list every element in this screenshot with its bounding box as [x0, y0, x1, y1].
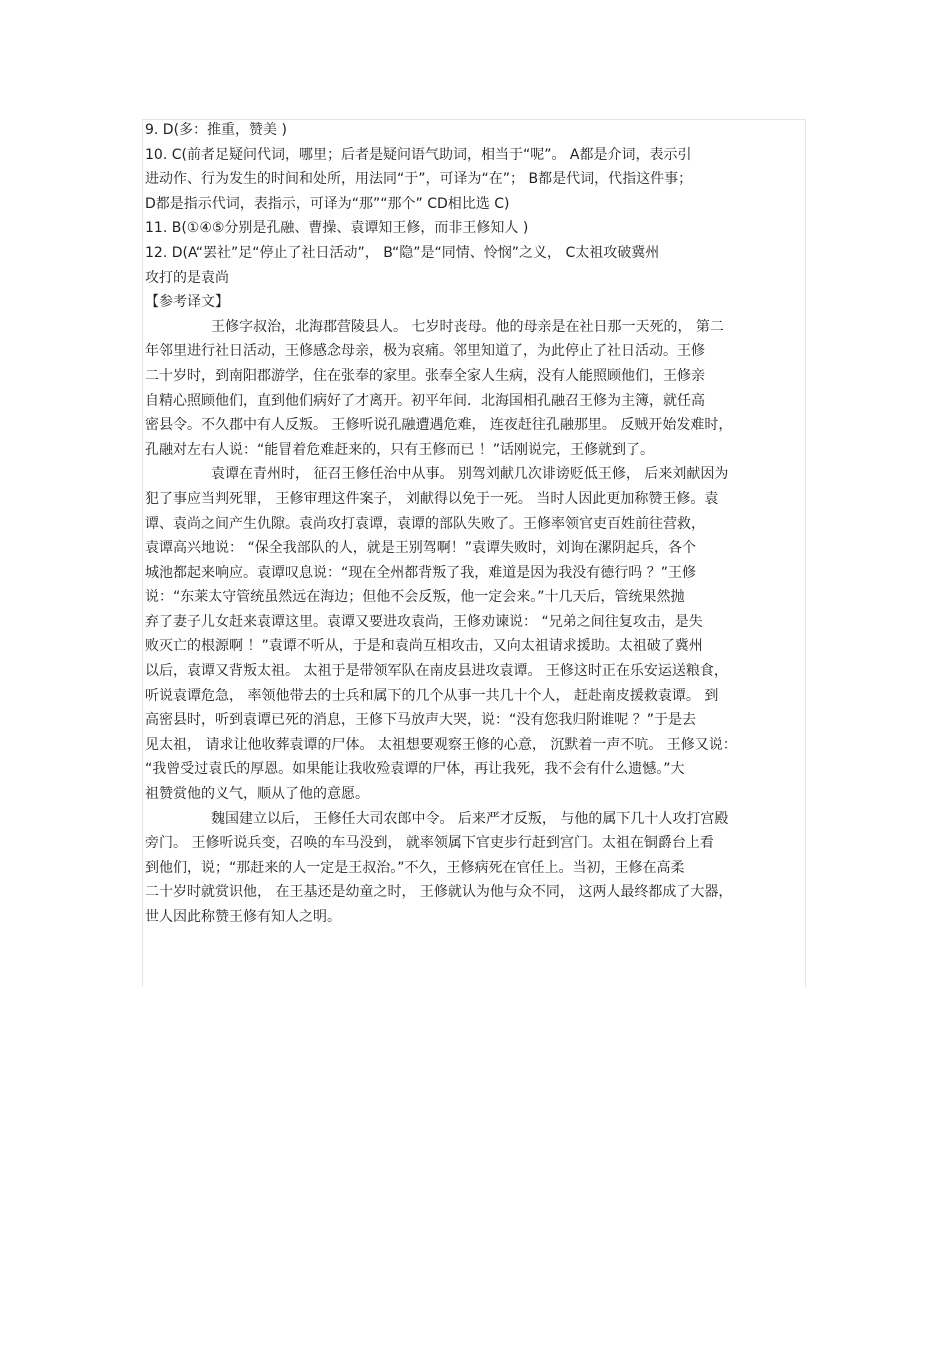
answer-line: 进动作、行为发生的时间和处所，用法同“于”，可译为“在”； B都是代词，代指这件事；	[145, 171, 693, 188]
answer-line: D都是指示代词，表指示，可译为“那”“那个” CD相比选 C)	[145, 195, 510, 212]
text-line: 以后，袁谭又背叛太祖。 太祖于是带领军队在南皮县进攻袁谭。 王修这时正在乐安运送粮食，	[145, 663, 728, 680]
text-line: 世人因此称赞王修有知人之明。	[145, 909, 341, 925]
text-line: 年邻里进行社日活动，王修感念母亲，极为哀痛。邻里知道了，为此停止了社日活动。王修	[145, 343, 705, 360]
text-line: 孔融对左右人说：“能冒着危难赶来的，只有王修而已 ！”话刚说完，王修就到了。	[145, 441, 654, 458]
document-body	[145, 118, 807, 930]
answer-line: 9. D(多：推重，赞美 )	[145, 122, 287, 138]
paragraph	[145, 807, 807, 930]
text-line: 见太祖， 请求让他收葬袁谭的尸体。 太祖想要观察王修的心意， 沉默着一声不吭。 王修又说：	[145, 736, 737, 753]
text-line: 二十岁时，到南阳郡游学，住在张奉的家里。张奉全家人生病，没有人能照顾他们，王修亲	[145, 367, 705, 384]
text-line: 说：“东莱太守管统虽然远在海边；但他不会反叛，他一定会来。”十几天后，管统果然抛	[145, 589, 685, 606]
text-line: 二十岁时就赏识他， 在王基还是幼童之时， 王修就认为他与众不同， 这两人最终都成了大器，	[145, 884, 733, 901]
answer-list	[145, 118, 807, 290]
answer-line: 攻打的是袁尚	[145, 269, 229, 286]
answer-line: 11. B(①④⑤分别是孔融、曹操、袁谭知王修，而非王修知人 )	[145, 220, 529, 237]
section-title: 【参考译文】	[145, 294, 229, 311]
text-line: 犯了事应当判死罪， 王修审理这件案子， 刘献得以免于一死。 当时人因此更加称赞王修。袁	[145, 490, 719, 507]
paragraph	[145, 315, 807, 463]
text-line: 袁谭高兴地说： “保全我部队的人，就是王别驾啊！”袁谭失败时，刘询在漯阴起兵，各个	[145, 540, 696, 557]
text-line: 自精心照顾他们，直到他们病好了才离开。初平年间．北海国相孔融召王修为主簿，就任高	[145, 392, 705, 409]
text-line: 高密县时，听到袁谭已死的消息，王修下马放声大哭，说：“没有您我归附谁呢 ？”于是去	[145, 712, 696, 729]
answer-line: 10. C(前者足疑问代词，哪里；后者是疑问语气助词，相当于“呢”。 A都是介词，表示引	[145, 146, 692, 163]
text-line: “我曾受过袁氏的厚恩。如果能让我收殓袁谭的尸体，再让我死，我不会有什么遗憾。”大	[145, 761, 685, 778]
text-line: 弃了妻子儿女赶来袁谭这里。袁谭又要进攻袁尚，王修劝谏说： “兄弟之间往复攻击，是失	[145, 613, 703, 630]
text-line: 魏国建立以后， 王修任大司农郎中令。 后来严才反叛， 与他的属下几十人攻打宫殿	[211, 810, 729, 827]
text-line: 城池都起来响应。袁谭叹息说：“现在全州都背叛了我，难道是因为我没有德行吗 ？”王修	[145, 564, 696, 581]
answer-line: 12. D(A“罢社”足“停止了社日活动”， B“隐”是“同情、怜悯”之义， C太祖攻破冀州	[145, 244, 660, 261]
text-line: 败灭亡的根源啊 ！”袁谭不听从，于是和袁尚互相攻击，又向太祖请求援助。太祖破了冀州	[145, 638, 703, 655]
paragraph	[145, 462, 807, 806]
text-line: 袁谭在青州时， 征召王修任治中从事。 别驾刘献几次诽谤贬低王修， 后来刘献因为	[211, 466, 729, 483]
text-line: 旁门。 王修听说兵变，召唤的车马没到， 就率领属下官吏步行赶到宫门。太祖在铜爵台上看	[145, 835, 714, 852]
text-line: 谭、袁尚之间产生仇隙。袁尚攻打袁谭，袁谭的部队失败了。王修率领官吏百姓前往营救，	[145, 515, 705, 532]
text-line: 王修字叔治，北海郡营陵县人。 七岁时丧母。他的母亲是在社日那一天死的， 第二	[211, 318, 724, 335]
text-line: 祖赞赏他的义气，顺从了他的意愿。	[145, 786, 369, 803]
text-line: 到他们，说；“那赶来的人一定是王叔治。”不久，王修病死在官任上。当初，王修在高柔	[145, 859, 685, 876]
text-line: 听说袁谭危急， 率领他带去的士兵和属下的几个从事一共几十个人， 赶赴南皮援救袁谭。 到	[145, 687, 719, 704]
text-line: 密县令。不久郡中有人反叛。 王修听说孔融遭遇危难， 连夜赶往孔融那里。 反贼开始发难时，	[145, 417, 733, 434]
